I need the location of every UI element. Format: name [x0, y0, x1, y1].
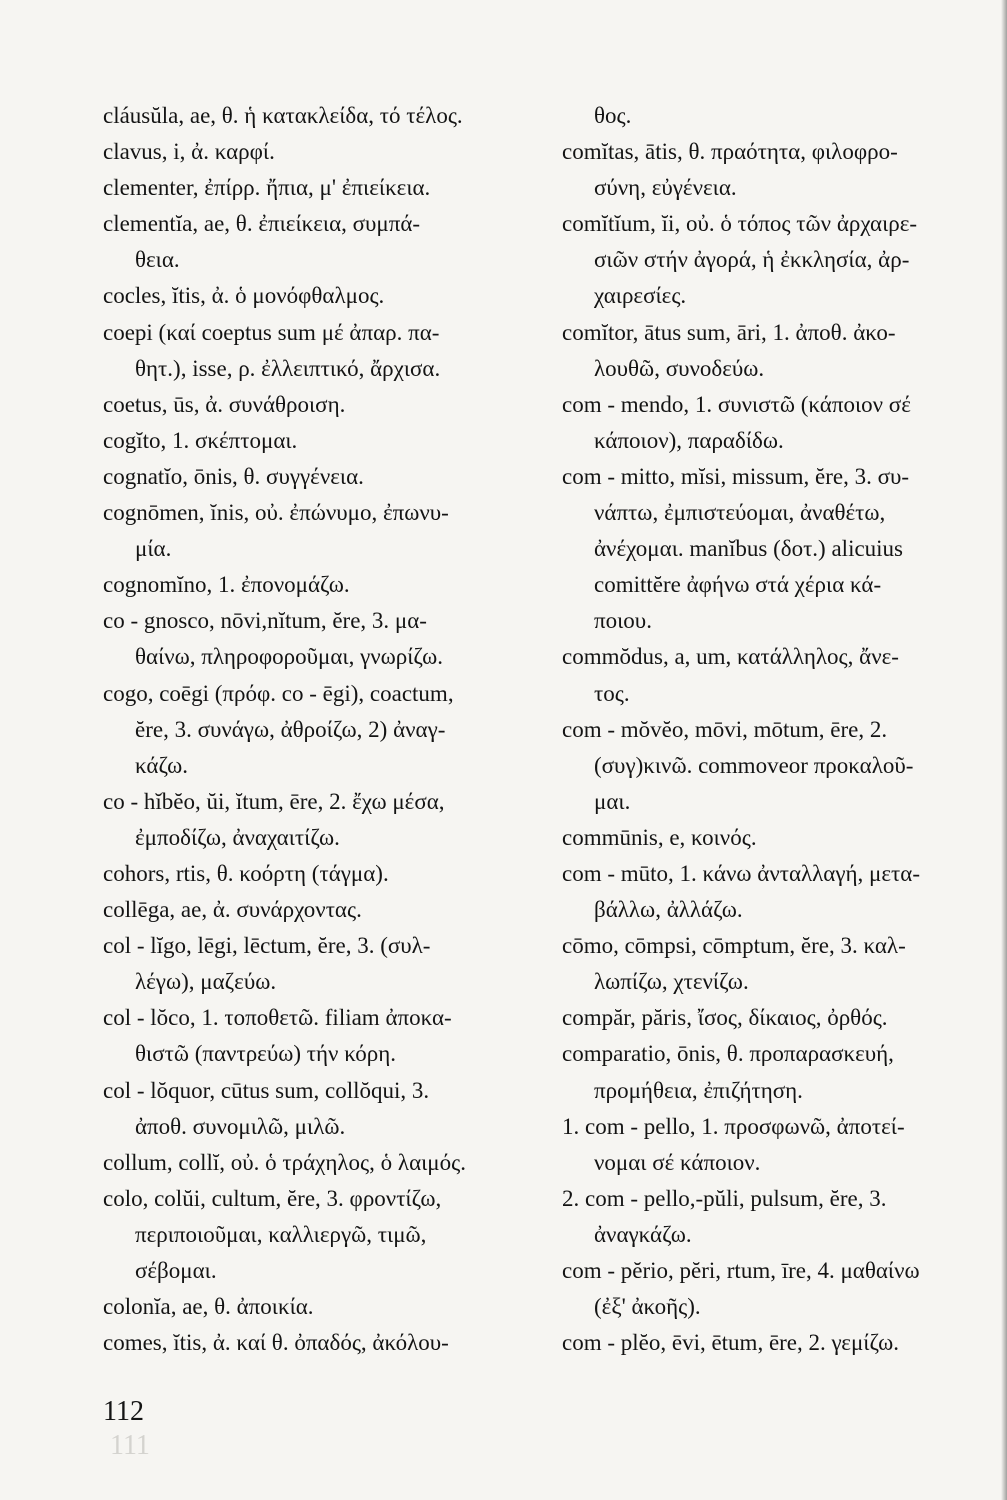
page-edge-shadow [1001, 0, 1007, 1500]
entry-line: com - mendo, 1. συνιστῶ (κάποιον σέ [562, 391, 911, 417]
entry-line: com - mūto, 1. κάνω ἀνταλλαγή, μετα- [562, 860, 920, 886]
entry-line: cognōmen, ĭnis, οὐ. ἐπώνυμο, ἐπωνυ- [103, 500, 449, 526]
entry-continuation-line: βάλλω, ἀλλάζω. [594, 897, 743, 923]
entry-line: colonĭa, ae, θ. ἀποικία. [103, 1294, 314, 1320]
entry-line: com - plĕo, ēvi, ētum, ēre, 2. γεμίζω. [562, 1330, 900, 1356]
entry-continuation-line: χαιρεσίες. [594, 283, 687, 309]
entry-continuation-line: ἀνέχομαι. manĭbus (δοτ.) alicuius [594, 536, 904, 562]
entry-line: cogo, coēgi (πρόφ. co - ēgi), coactum, [103, 680, 454, 706]
entry-continuation-line: θεια. [135, 247, 180, 273]
entry-line: 2. com - pello,-pŭli, pulsum, ĕre, 3. [562, 1185, 887, 1211]
entry-line: cocles, ĭtis, ἀ. ὁ μονόφθαλμος. [103, 283, 385, 309]
entry-continuation-line: (συγ)κινῶ. commoveor προκαλοῦ- [594, 752, 914, 778]
entry-continuation-line: σύνη, εὐγένεια. [594, 175, 737, 201]
entry-continuation-line: λωπίζω, χτενίζω. [594, 969, 749, 995]
entry-line: cōmo, cōmpsi, cōmptum, ĕre, 3. καλ- [562, 933, 906, 959]
entry-line: clementer, ἐπίρρ. ἤπια, μ' ἐπιείκεια. [103, 175, 431, 201]
entry-line: cláusŭla, ae, θ. ἡ κατακλείδα, τό τέλος. [103, 103, 463, 128]
entry-line: clavus, i, ἀ. καρφί. [103, 139, 275, 165]
entry-line: com - mitto, mĭsi, missum, ĕre, 3. συ- [562, 463, 910, 489]
entry-continuation-line: ĕre, 3. συνάγω, ἀθροίζω, 2) ἀναγ- [135, 716, 446, 742]
entry-continuation-line: νομαι σέ κάποιον. [594, 1149, 761, 1175]
page-number: 112 [103, 1396, 144, 1427]
entry-continuation-line: ἀποθ. συνομιλῶ, μιλῶ. [135, 1113, 346, 1139]
entry-continuation-line: νάπτω, ἐμπιστεύομαι, ἀναθέτω, [594, 500, 886, 526]
entry-line: coetus, ūs, ἀ. συνάθροιση. [103, 391, 346, 417]
entry-line: colo, colŭi, cultum, ĕre, 3. φροντίζω, [103, 1185, 442, 1211]
entry-line: com - mŏvĕo, mōvi, mōtum, ēre, 2. [562, 716, 888, 742]
entry-line: co - hĭbĕo, ŭi, ĭtum, ēre, 2. ἔχω μέσα, [103, 788, 445, 814]
entry-line: col - lŏquor, cūtus sum, collŏqui, 3. [103, 1077, 430, 1103]
entry-continuation-line: τος. [594, 680, 630, 706]
entry-line: comes, ĭtis, ἀ. καί θ. ὀπαδός, ἀκόλου- [103, 1330, 449, 1356]
entry-line: coepi (καί coeptus sum μέ ἀπαρ. πα- [103, 319, 440, 345]
entry-line: comĭtor, ātus sum, āri, 1. ἀποθ. ἀκο- [562, 319, 896, 345]
entry-continuation-line: κάζω. [135, 752, 189, 778]
entry-line: compăr, păris, ἴσος, δίκαιος, ὀρθός. [562, 1005, 888, 1031]
entry-continuation-line: κάποιον), παραδίδω. [594, 427, 784, 453]
entry-line: clementĭa, ae, θ. ἐπιείκεια, συμπά- [103, 211, 421, 237]
entry-continuation-line: (ἐξ' ἀκοῆς). [594, 1294, 701, 1320]
entry-line: cogĭto, 1. σκέπτομαι. [103, 427, 298, 453]
entry-line: 1. com - pello, 1. προσφωνῶ, ἀποτεί- [562, 1113, 905, 1139]
entry-continuation-line: περιποιοῦμαι, καλλιεργῶ, τιμῶ, [135, 1221, 427, 1247]
entry-line: comĭtas, ātis, θ. πραότητα, φιλοφρο- [562, 139, 898, 165]
entry-line: cognatĭo, ōnis, θ. συγγένεια. [103, 463, 364, 489]
entry-continuation-line: λουθῶ, συνοδεύω. [594, 355, 765, 381]
entry-line: collēga, ae, ἀ. συνάρχοντας. [103, 897, 362, 923]
right-column [562, 98, 992, 1361]
entry-continuation-line: ποιου. [594, 608, 652, 634]
entry-continuation-line: θιστῶ (παντρεύω) τήν κόρη. [135, 1041, 397, 1067]
entry-line: col - lĭgo, lēgi, lēctum, ĕre, 3. (συλ- [103, 933, 431, 959]
entry-continuation-line: σέβομαι. [135, 1258, 217, 1283]
entry-line: co - gnosco, nōvi,nĭtum, ĕre, 3. μα- [103, 608, 427, 634]
entry-continuation-line: θητ.), isse, ρ. ἐλλειπτικό, ἄρχισα. [135, 355, 441, 381]
entry-line: commūnis, e, κοινός. [562, 824, 757, 850]
entry-continuation-line: comittĕre ἀφήνω στά χέρια κά- [594, 572, 882, 598]
entry-line: collum, collĭ, οὐ. ὁ τράχηλος, ὁ λαιμός. [103, 1149, 466, 1175]
entry-continuation-line: προμήθεια, ἐπιζήτηση. [594, 1077, 803, 1103]
entry-line: com - pĕrio, pĕri, rtum, īre, 4. μαθαίνω [562, 1258, 920, 1283]
entry-continuation-line: σιῶν στήν ἀγορά, ἡ ἐκκλησία, ἀρ- [594, 247, 910, 273]
entry-continuation-line: θαίνω, πληροφοροῦμαι, γνωρίζω. [135, 644, 444, 670]
entry-line: cohors, rtis, θ. κοόρτη (τάγμα). [103, 860, 389, 886]
entry-continuation-line: λέγω), μαζεύω. [135, 969, 277, 995]
entry-continuation-line: μία. [135, 536, 172, 562]
entry-line: cognomĭno, 1. ἐπονομάζω. [103, 572, 350, 598]
entry-continuation-line: μαι. [594, 788, 631, 814]
entry-continuation-line: ἐμποδίζω, ἀναχαιτίζω. [135, 824, 340, 850]
entry-continuation-line: θος. [594, 103, 632, 128]
entry-line: commŏdus, a, um, κατάλληλος, ἄνε- [562, 644, 899, 670]
entry-line: comĭtĭum, ĭi, οὐ. ὁ τόπος τῶν ἀρχαιρε- [562, 211, 918, 237]
entry-line: comparatio, ōnis, θ. προπαρασκευή, [562, 1041, 894, 1067]
entry-line: col - lŏco, 1. τοποθετῶ. filiam ἀποκα- [103, 1005, 452, 1031]
entry-continuation-line: ἀναγκάζω. [594, 1221, 692, 1247]
show-through-page-number: 111 [110, 1430, 150, 1461]
left-column [103, 98, 543, 1361]
